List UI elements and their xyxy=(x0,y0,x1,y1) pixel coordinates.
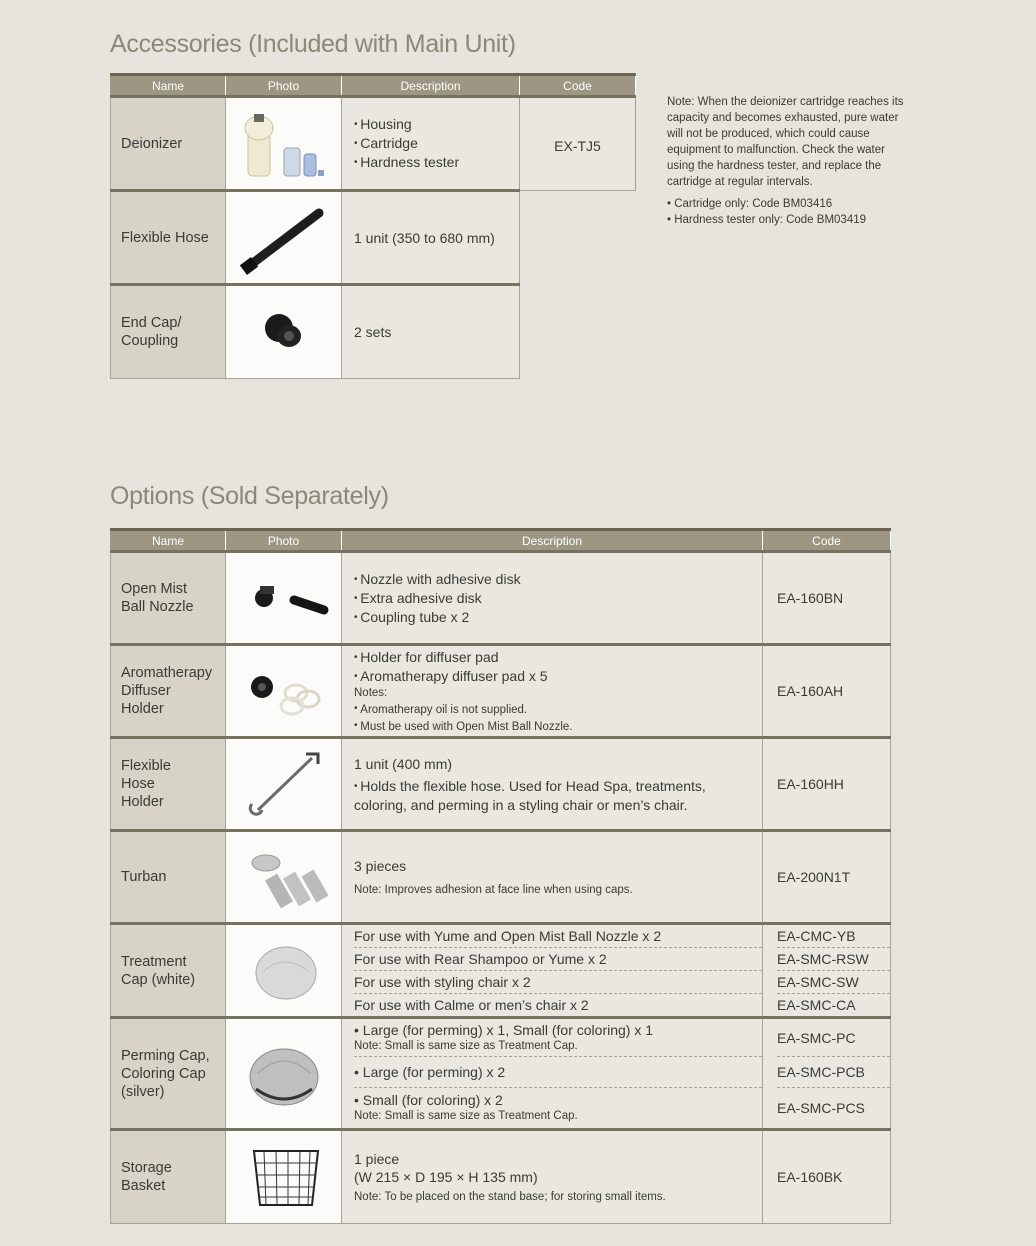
nozzle-icon xyxy=(234,558,334,638)
accessories-table xyxy=(110,73,636,379)
row-code: EA-160HH xyxy=(763,738,891,831)
row-description xyxy=(342,924,763,1018)
end-cap-icon xyxy=(234,292,334,372)
header-photo: Photo xyxy=(226,75,342,97)
row-description: 2 sets xyxy=(342,285,520,379)
end-cap-photo xyxy=(226,285,342,379)
row-note: Note: To be placed on the stand base; for storing small items. xyxy=(354,1190,666,1203)
name-line: Storage xyxy=(121,1160,172,1176)
name-line: Ball Nozzle xyxy=(121,599,194,615)
table-row xyxy=(111,191,636,285)
desc-item: • Aromatherapy diffuser pad x 5 xyxy=(354,667,762,686)
sub-desc xyxy=(354,970,762,993)
treatment-cap-photo xyxy=(226,924,342,1018)
desc-item: • Housing xyxy=(354,115,519,134)
sub-code: EA-SMC-SW xyxy=(777,970,890,993)
row-name xyxy=(111,1130,226,1224)
row-description xyxy=(342,1130,763,1224)
accessories-title: Accessories (Included with Main Unit) xyxy=(110,30,516,58)
table-row xyxy=(111,552,891,645)
desc-text: 1 piece xyxy=(354,1150,400,1167)
table-row xyxy=(111,97,636,191)
name-line: Open Mist xyxy=(121,581,188,597)
desc-item: • Coupling tube x 2 xyxy=(354,608,762,627)
header-code: Code xyxy=(763,530,891,552)
name-line: Aromatherapy xyxy=(121,665,213,681)
row-name: Flexible Hose xyxy=(111,191,226,285)
name-line: Hose xyxy=(121,776,155,792)
header-description: Description xyxy=(342,530,763,552)
table-row xyxy=(111,285,636,379)
desc-item: • Nozzle with adhesive disk xyxy=(354,570,762,589)
deionizer-icon xyxy=(234,104,334,184)
row-name xyxy=(111,924,226,1018)
sub-desc-value: Small (for coloring) x 2 xyxy=(362,1092,503,1108)
header-name: Name xyxy=(111,530,226,552)
name-line: Coloring Cap xyxy=(121,1065,206,1082)
row-description: 1 unit (350 to 680 mm) xyxy=(342,191,520,285)
sub-desc-text: • Small (for coloring) x 2 xyxy=(354,1092,503,1108)
turban-photo xyxy=(226,831,342,924)
name-line: Treatment xyxy=(121,953,187,970)
name-line: Cap (white) xyxy=(121,971,196,988)
treatment-cap-icon xyxy=(234,931,334,1011)
sub-note: Note: Small is same size as Treatment Cap. xyxy=(354,1040,578,1052)
nozzle-photo xyxy=(226,552,342,645)
row-description xyxy=(342,1018,763,1130)
perming-cap-icon xyxy=(234,1029,334,1119)
sub-desc-text: • Large (for perming) x 1, Small (for coloring) x 1 xyxy=(354,1022,654,1038)
aroma-holder-icon xyxy=(234,651,334,731)
sub-code: EA-SMC-CA xyxy=(777,993,890,1016)
desc-text: 1 unit (400 mm) xyxy=(354,755,453,772)
note-item: • Hardness tester only: Code BM03419 xyxy=(667,212,907,228)
name-line: Holder xyxy=(121,701,164,717)
note-item: • Aromatherapy oil is not supplied. xyxy=(354,701,762,718)
notes-label: Notes: xyxy=(354,686,388,699)
row-code: EA-160BN xyxy=(763,552,891,645)
options-table xyxy=(110,528,891,1224)
name-line: Diffuser xyxy=(121,683,171,699)
options-title: Options (Sold Separately) xyxy=(110,482,389,510)
sub-desc-text: For use with styling chair x 2 xyxy=(354,974,531,990)
header-photo: Photo xyxy=(226,530,342,552)
sub-desc xyxy=(354,1020,762,1056)
desc-item: • Holds the flexible hose. Used for Head Spa, treatments, coloring, and perming in a styling chair or men’s chair. xyxy=(354,777,742,814)
accessories-header-row xyxy=(111,75,636,97)
aroma-photo xyxy=(226,645,342,738)
desc-item: • Extra adhesive disk xyxy=(354,589,762,608)
row-code: EX-TJ5 xyxy=(520,97,636,191)
row-note: Note: Improves adhesion at face line when using caps. xyxy=(354,883,633,896)
name-line: Flexible xyxy=(121,758,171,774)
row-description xyxy=(342,738,763,831)
desc-item: • Hardness tester xyxy=(354,153,519,172)
row-name xyxy=(111,738,226,831)
table-row xyxy=(111,1018,891,1130)
deionizer-photo xyxy=(226,97,342,191)
row-name: Turban xyxy=(111,831,226,924)
sub-code: EA-SMC-RSW xyxy=(777,947,890,970)
sub-desc-text: For use with Yume and Open Mist Ball Nozzle x 2 xyxy=(354,928,662,944)
header-name: Name xyxy=(111,75,226,97)
note-item: • Cartridge only: Code BM03416 xyxy=(667,196,907,212)
sub-desc xyxy=(354,993,762,1016)
deionizer-note xyxy=(667,94,907,228)
sub-desc xyxy=(354,925,762,947)
table-row xyxy=(111,1130,891,1224)
basket-photo xyxy=(226,1130,342,1224)
sub-desc xyxy=(354,1056,762,1087)
name-line: End Cap/ xyxy=(121,315,182,331)
row-code: EA-200N1T xyxy=(763,831,891,924)
turban-icon xyxy=(234,837,334,917)
table-row xyxy=(111,738,891,831)
note-item: • Must be used with Open Mist Ball Nozzle. xyxy=(354,718,762,735)
hose-holder-icon xyxy=(234,744,334,824)
row-code: EA-160BK xyxy=(763,1130,891,1224)
sub-note: Note: Small is same size as Treatment Cap. xyxy=(354,1110,578,1122)
table-row xyxy=(111,924,891,1018)
basket-icon xyxy=(234,1137,334,1217)
sub-desc-text: • Large (for perming) x 2 xyxy=(354,1063,506,1080)
sub-code: EA-SMC-PCS xyxy=(777,1087,890,1128)
sub-desc-value: Large (for perming) x 1, Small (for coloring) x 1 xyxy=(362,1022,654,1038)
row-name xyxy=(111,552,226,645)
note-text: Note: When the deionizer cartridge reaches its capacity and becomes exhausted, pure water will not be produced, which could cause equipment to malfunction. Check the water using the hardness tester, and replace the cartridge at regular intervals. xyxy=(667,96,904,188)
desc-text: (W 215 × D 195 × H 135 mm) xyxy=(354,1168,538,1185)
flexible-hose-photo xyxy=(226,191,342,285)
table-row xyxy=(111,645,891,738)
row-name xyxy=(111,285,226,379)
sub-desc xyxy=(354,947,762,970)
name-line: Coupling xyxy=(121,333,179,349)
row-code xyxy=(763,924,891,1018)
sub-desc xyxy=(354,1087,762,1128)
row-description xyxy=(342,97,520,191)
sub-code: EA-SMC-PCB xyxy=(777,1056,890,1087)
desc-text: 3 pieces xyxy=(354,857,407,874)
row-description xyxy=(342,831,763,924)
options-header-row xyxy=(111,530,891,552)
row-name xyxy=(111,645,226,738)
perming-cap-photo xyxy=(226,1018,342,1130)
name-line: (silver) xyxy=(121,1083,165,1100)
sub-code: EA-CMC-YB xyxy=(777,928,856,944)
hose-icon xyxy=(234,198,334,278)
sub-desc-text: For use with Calme or men’s chair x 2 xyxy=(354,997,589,1013)
name-line: Holder xyxy=(121,794,164,810)
sub-code: EA-SMC-PC xyxy=(777,1029,856,1046)
sub-desc-text: For use with Rear Shampoo or Yume x 2 xyxy=(354,951,607,967)
name-line: Basket xyxy=(121,1178,166,1194)
row-code xyxy=(763,1018,891,1130)
hose-holder-photo xyxy=(226,738,342,831)
row-description xyxy=(342,552,763,645)
desc-item: • Cartridge xyxy=(354,134,519,153)
row-name xyxy=(111,1018,226,1130)
name-line: Perming Cap, xyxy=(121,1047,210,1064)
header-description: Description xyxy=(342,75,520,97)
row-code: EA-160AH xyxy=(763,645,891,738)
header-code: Code xyxy=(520,75,636,97)
table-row xyxy=(111,831,891,924)
desc-item: • Holder for diffuser pad xyxy=(354,648,762,667)
row-description xyxy=(342,645,763,738)
sub-desc-value: Large (for perming) x 2 xyxy=(362,1063,506,1080)
row-name: Deionizer xyxy=(111,97,226,191)
